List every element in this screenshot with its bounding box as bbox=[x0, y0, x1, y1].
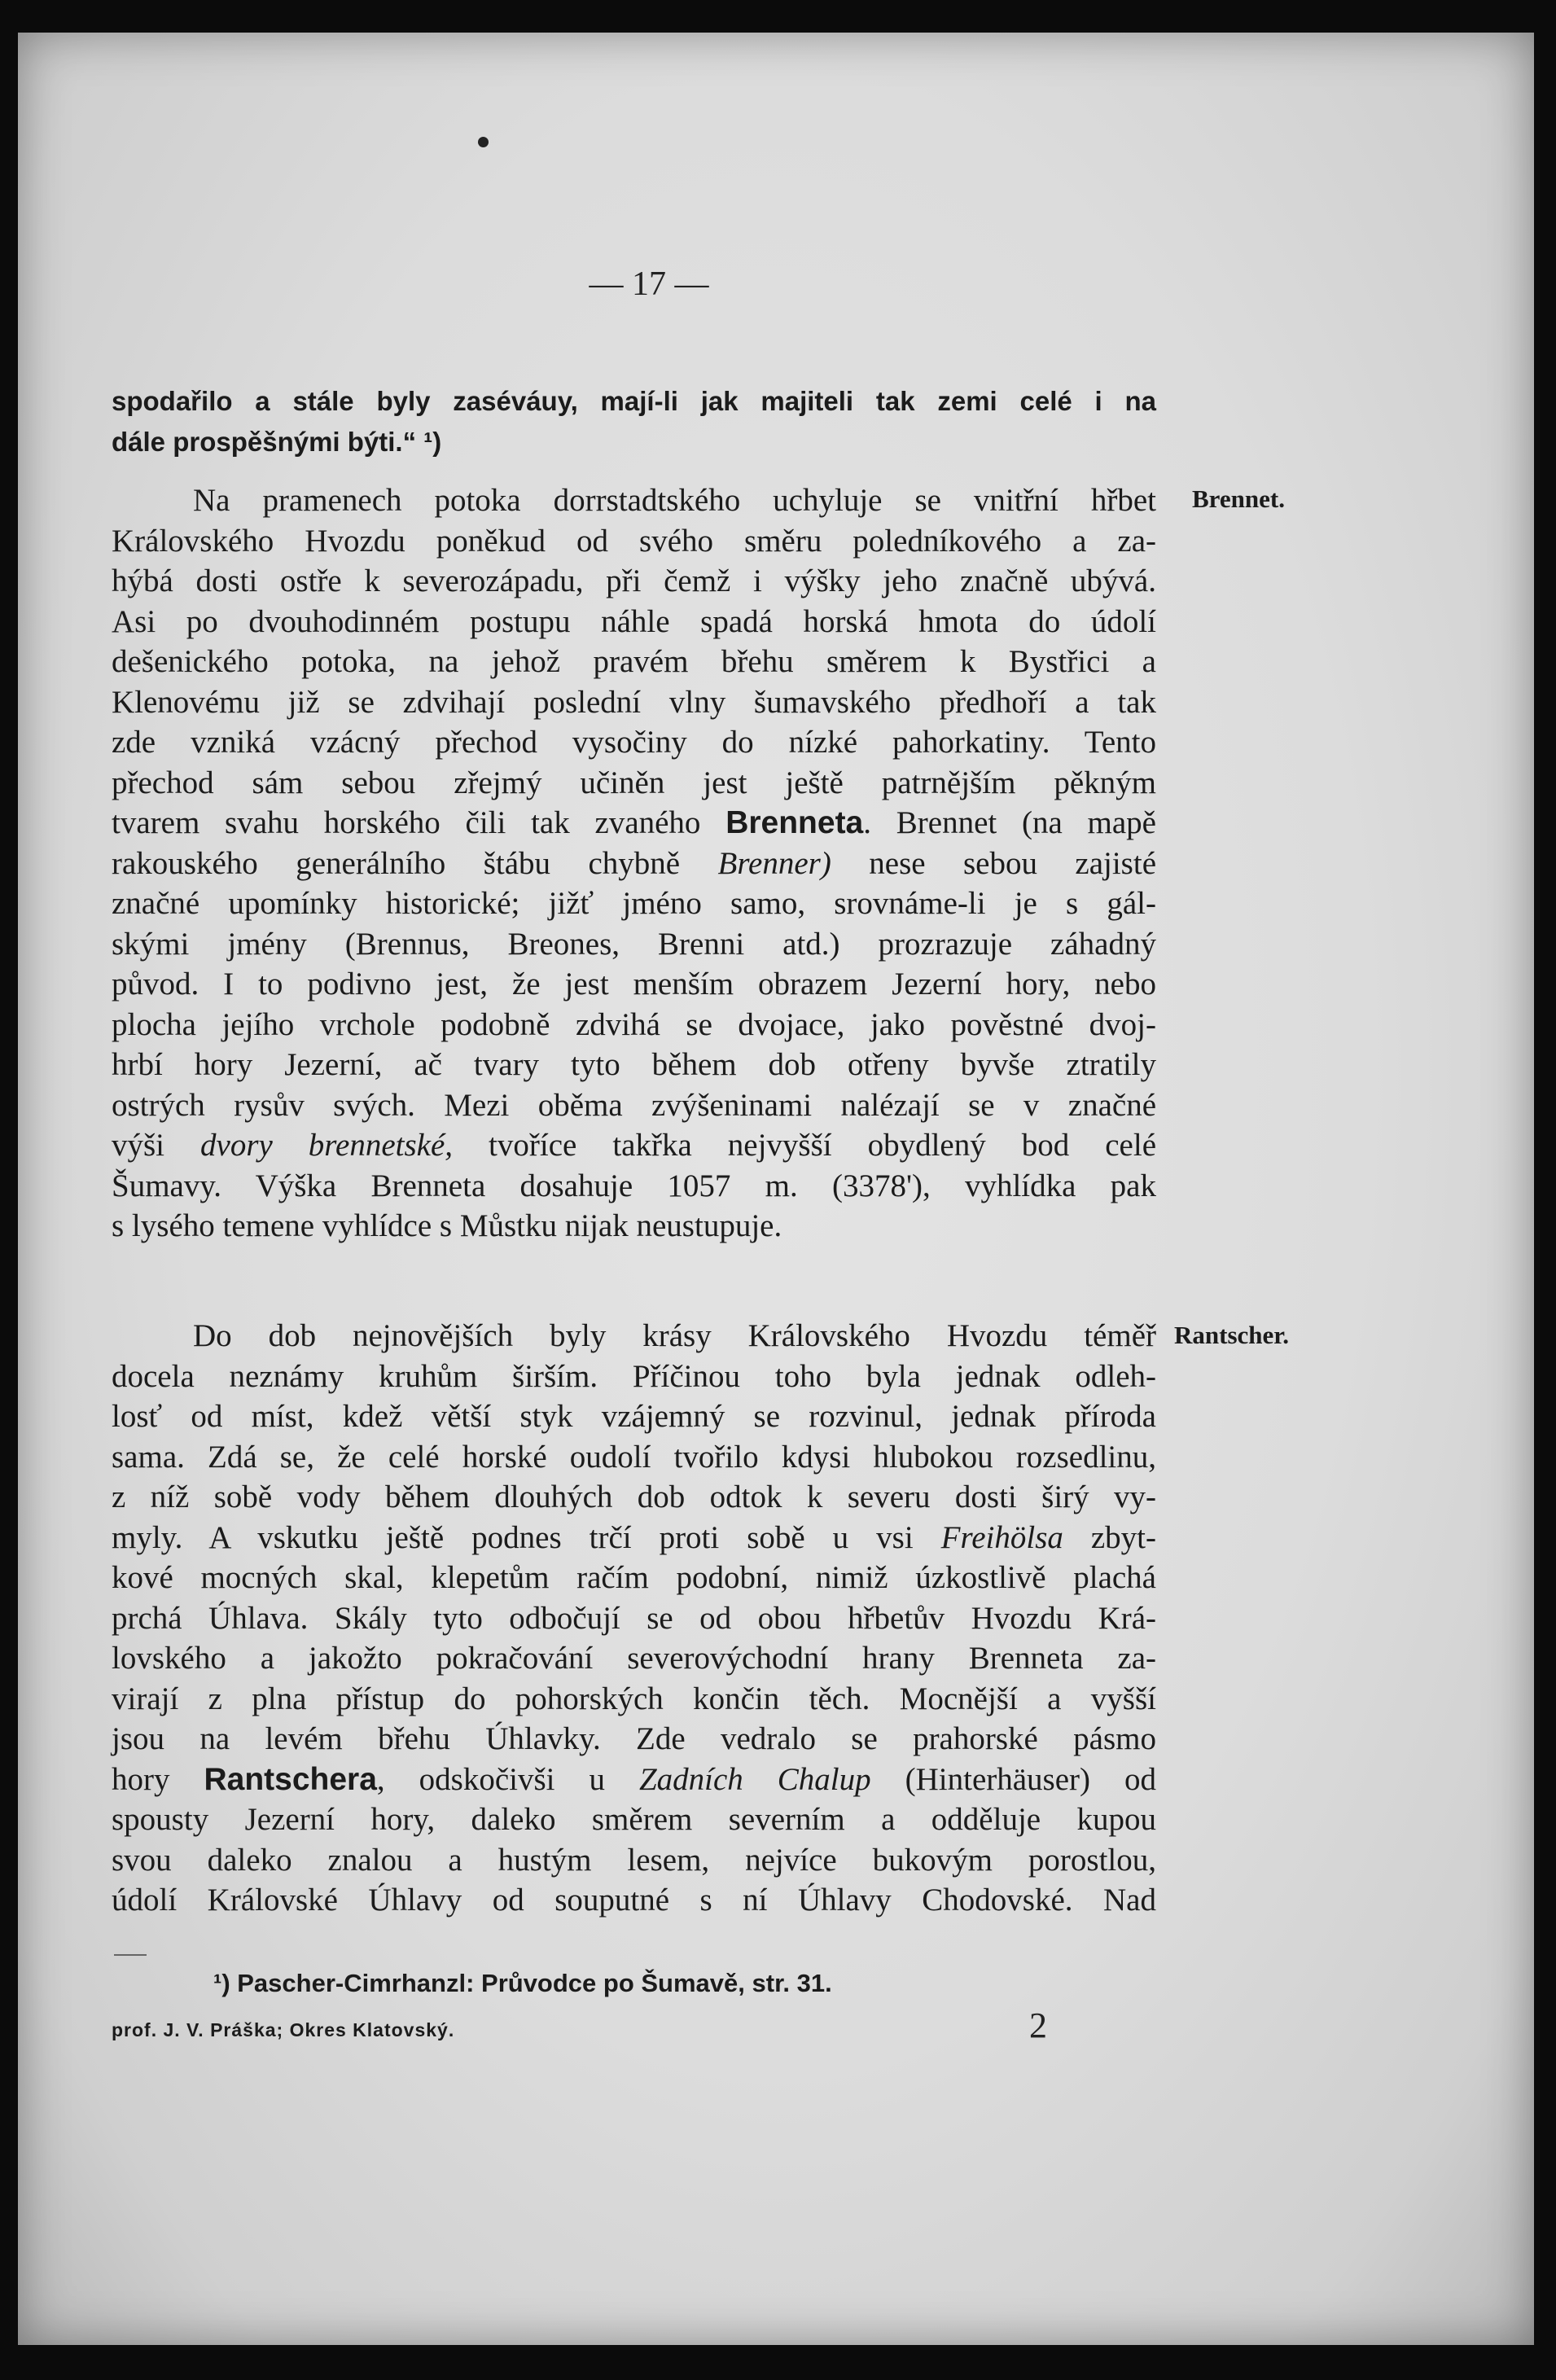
text-line bbox=[112, 844, 1156, 884]
text-line: Šumavy. Výška Brenneta dosahuje 1057 m. (3378'), vyhlídka pak bbox=[112, 1168, 1156, 1203]
text-line: docela neznámy kruhům širším. Příčinou toho byla jednak odleh- bbox=[112, 1358, 1156, 1394]
text-line: plocha jejího vrchole podobně zdvihá se dvojace, jako pověstné dvoj- bbox=[112, 1006, 1156, 1042]
text-fragment: . Brennet (na mapě bbox=[863, 805, 1156, 840]
text-line: svou daleko znalou a hustým lesem, nejvíce bukovým porostlou, bbox=[112, 1842, 1156, 1878]
sheet-number: 2 bbox=[1029, 2005, 1047, 2045]
text-fragment: nese sebou zajisté bbox=[869, 845, 1156, 881]
margin-note-brennet: Brennet. bbox=[1192, 484, 1285, 513]
intro-line: dále prospěšnými býti.“ ¹) bbox=[112, 427, 442, 457]
term-zadnich-chalup: Zadních Chalup bbox=[638, 1761, 871, 1797]
text-line: prchá Úhlava. Skály tyto odbočují se od obou hřbetův Hvozdu Krá- bbox=[112, 1600, 1156, 1636]
text-line bbox=[112, 1125, 1156, 1166]
text-line: zde vzniká vzácný přechod vysočiny do nízké pahorkatiny. Tento bbox=[112, 725, 1156, 760]
text-fragment: tvoříce takřka nejvyšší obydlený bod celé bbox=[489, 1128, 1157, 1163]
text-line: Na pramenech potoka dorrstadtského uchyluje se vnitřní hřbet bbox=[193, 483, 1156, 518]
text-fragment: (Hinterhäuser) od bbox=[905, 1761, 1156, 1797]
paragraph-rantscher bbox=[112, 1316, 1156, 1921]
text-line: sama. Zdá se, že celé horské oudolí tvořilo kdysi hlubokou rozsedlinu, bbox=[112, 1439, 1156, 1475]
ink-dot bbox=[478, 137, 489, 147]
text-line bbox=[112, 1518, 1156, 1558]
text-line: hrbí hory Jezerní, ač tvary tyto během dob otřeny byvše ztratily bbox=[112, 1047, 1156, 1082]
text-line: s lysého temene vyhlídce s Můstku nijak neustupuje. bbox=[112, 1208, 782, 1243]
text-fragment: rakouského generálního štábu chybně bbox=[112, 845, 681, 881]
text-fragment: , odskočivši u bbox=[376, 1761, 605, 1797]
text-line: lovského a jakožto pokračování severovýchodní hrany Brenneta za- bbox=[112, 1641, 1156, 1676]
term-dvory-brennetske: dvory brennetské, bbox=[200, 1128, 454, 1163]
text-line: původ. I to podivno jest, že jest menším obrazem Jezerní hory, nebo bbox=[112, 966, 1156, 1002]
text-fragment: hory bbox=[112, 1761, 170, 1797]
footnote: ¹) Pascher-Cimrhanzl: Průvodce po Šumavě, str. 31. bbox=[213, 1969, 832, 1997]
signature-line: prof. J. V. Práška; Okres Klatovský. bbox=[112, 2019, 455, 2040]
term-brenneta: Brenneta bbox=[725, 805, 864, 840]
text-line: Královského Hvozdu poněkud od svého směru poledníkového a za- bbox=[112, 523, 1156, 559]
text-fragment: myly. A vskutku ještě podnes trčí proti sobě u vsi bbox=[112, 1519, 914, 1555]
text-line: kové mocných skal, klepetům račím podobní, nimiž úzkostlivě plachá bbox=[112, 1560, 1156, 1595]
text-line: ostrých rysův svých. Mezi oběma zvýšeninami nalézají se v značné bbox=[112, 1087, 1156, 1123]
term-freiholsa: Freihölsa bbox=[940, 1519, 1063, 1555]
text-line: značné upomínky historické; jižť jméno samo, srovnáme-li je s gál- bbox=[112, 886, 1156, 921]
text-line: jsou na levém břehu Úhlavky. Zde vedralo se prahorské pásmo bbox=[112, 1721, 1156, 1756]
text-line: Do dob nejnovějších byly krásy Královského Hvozdu téměř bbox=[193, 1318, 1156, 1353]
text-line: losť od míst, kdež větší styk vzájemný se rozvinul, jednak příroda bbox=[112, 1399, 1156, 1434]
text-line: údolí Královské Úhlavy od souputné s ní Úhlavy Chodovské. Nad bbox=[112, 1883, 1156, 1918]
text-line: virají z plna přístup do pohorských končin těch. Mocnější a vyšší bbox=[112, 1681, 1156, 1716]
intro-continuation bbox=[112, 381, 1156, 462]
text-line: přechod sám sebou zřejmý učiněn jest ještě patrnějším pěkným bbox=[112, 765, 1156, 800]
term-brenner: Brenner) bbox=[717, 845, 831, 881]
paragraph-brennet bbox=[112, 480, 1156, 1247]
page-number: — 17 — bbox=[589, 265, 709, 303]
book-page bbox=[18, 33, 1534, 2345]
text-line: z níž sobě vody během dlouhých dob odtok k severu dosti širý vy- bbox=[112, 1479, 1156, 1514]
text-line: dešenického potoka, na jehož pravém břehu směrem k Bystřici a bbox=[112, 644, 1156, 679]
text-line bbox=[112, 803, 1156, 844]
margin-note-rantscher: Rantscher. bbox=[1174, 1321, 1289, 1349]
text-fragment: tvarem svahu horského čili tak zvaného bbox=[112, 805, 701, 840]
text-line bbox=[112, 1760, 1156, 1800]
term-rantschera: Rantschera bbox=[204, 1761, 377, 1797]
text-line: Asi po dvouhodinném postupu náhle spadá horská hmota do údolí bbox=[112, 603, 1156, 639]
text-line: spousty Jezerní hory, daleko směrem severním a odděluje kupou bbox=[112, 1802, 1156, 1837]
text-line: skými jmény (Brennus, Breones, Brenni atd.) prozrazuje záhadný bbox=[112, 926, 1156, 962]
text-fragment: výši bbox=[112, 1128, 165, 1163]
text-line: Klenovému již se zdvihají poslední vlny šumavského předhoří a tak bbox=[112, 684, 1156, 720]
text-fragment: zbyt- bbox=[1090, 1519, 1157, 1555]
text-line: hýbá dosti ostře k severozápadu, při čemž i výšky jeho značně ubývá. bbox=[112, 563, 1156, 598]
intro-line: spodařilo a stále byly zaséváuy, mají-li jak majiteli tak zemi celé i na bbox=[112, 386, 1156, 416]
footnote-rule bbox=[114, 1954, 147, 1956]
